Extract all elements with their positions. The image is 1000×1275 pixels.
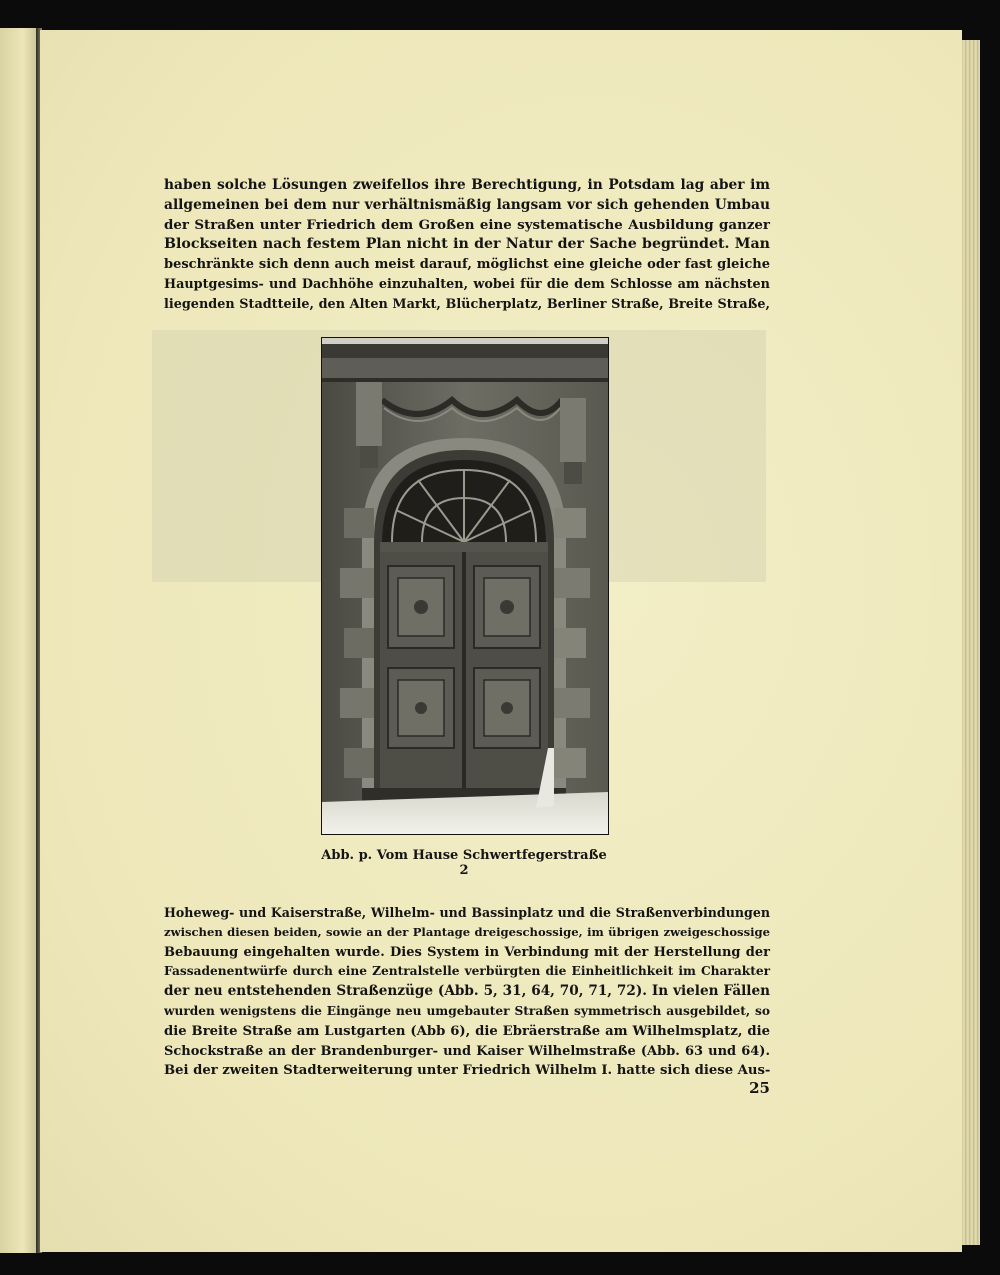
text-line: haben solche Lösungen zweifellos ihre Berechtigung, in Potsdam lag aber im — [164, 177, 770, 193]
text-line: Blockseiten nach festem Plan nicht in der Natur der Sache begründet. Man — [164, 236, 770, 253]
text-line: die Breite Straße am Lustgarten (Abb 6), die Ebräerstraße am Wilhelmsplatz, die — [164, 1023, 770, 1039]
baroque-doorway-illustration — [322, 338, 608, 834]
text-line: Fassadenentwürfe durch eine Zentralstelle verbürgten die Einheitlichkeit im Charakter — [164, 964, 770, 979]
text-line: Bei der zweiten Stadterweiterung unter Friedrich Wilhelm I. hatte sich diese Aus- — [164, 1063, 771, 1079]
text-line: Hauptgesims- und Dachhöhe einzuhalten, wobei für die dem Schlosse am nächsten — [164, 276, 770, 292]
door-photograph — [321, 337, 609, 835]
text-line: beschränkte sich denn auch meist darauf, möglichst eine gleiche oder fast gleiche — [164, 257, 770, 273]
text-line: liegenden Stadtteile, den Alten Markt, Blücherplatz, Berliner Straße, Breite Straße, — [164, 296, 770, 312]
text-line: der neu entstehenden Straßenzüge (Abb. 5, 31, 64, 70, 71, 72). In vielen Fällen — [164, 983, 770, 1000]
page-number: 25 — [749, 1079, 770, 1097]
text-line: der Straßen unter Friedrich dem Großen eine systematische Ausbildung ganzer — [164, 216, 770, 233]
text-line: zwischen diesen beiden, sowie an der Plantage dreigeschossige, im übrigen zweigeschossige — [164, 924, 770, 939]
paragraph-top — [164, 176, 770, 315]
text-line: Schockstraße an der Brandenburger- und Kaiser Wilhelmstraße (Abb. 63 und 64). — [164, 1043, 770, 1059]
facing-page-edge — [0, 28, 38, 1253]
paragraph-bottom — [164, 903, 770, 1081]
figure-caption: Abb. p. Vom Hause Schwertfegerstraße 2 — [321, 848, 607, 878]
text-line: wurden wenigstens die Eingänge neu umgebauter Straßen symmetrisch ausgebildet, so — [164, 1003, 770, 1018]
text-line: Bebauung eingehalten wurde. Dies System in Verbindung mit der Herstellung der — [164, 944, 770, 960]
text-line: allgemeinen bei dem nur verhältnismäßig langsam vor sich gehenden Umbau — [164, 196, 770, 213]
page-stack-edge — [962, 40, 980, 1245]
text-line: Hoheweg- und Kaiserstraße, Wilhelm- und Bassinplatz und die Straßenverbindungen — [164, 905, 770, 920]
